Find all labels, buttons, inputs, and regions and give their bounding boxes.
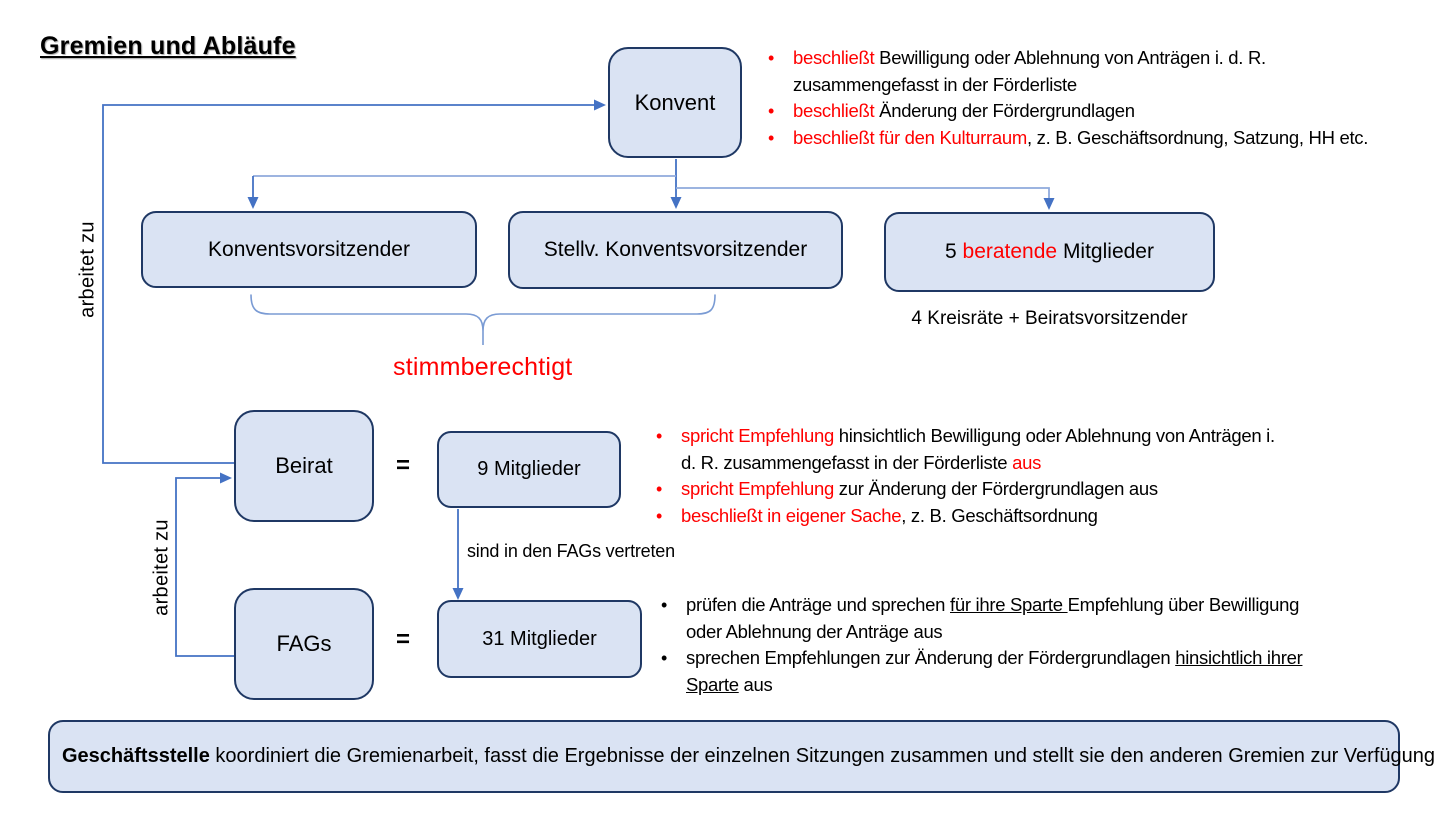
stellv-konventsvorsitzender-box: [508, 211, 843, 289]
fags-equals-sign: =: [396, 626, 411, 653]
bullet-line: • spricht Empfehlung hinsichtlich Bewilligung oder Ablehnung von Anträgen i.: [681, 425, 1275, 446]
bullet-line: Sparte aus: [686, 673, 773, 695]
konventsvorsitzender-box: [141, 211, 477, 288]
beirat-label: Beirat: [275, 453, 333, 478]
bullet-line: • beschließt in eigener Sache, z. B. Geschäftsordnung: [681, 504, 1098, 526]
arbeitet-zu-label-top: arbeitet zu: [76, 221, 99, 318]
fags-bullet-list: [655, 592, 1435, 698]
fags-to-beirat-connector: [176, 473, 234, 657]
konvent-bullet-1: [762, 45, 1442, 98]
bullet-line: • beschließt für den Kulturraum, z. B. Geschäftsordnung, Satzung, HH etc.: [793, 126, 1369, 148]
konvent-box: [608, 47, 742, 158]
beirat-bullet-3: [650, 503, 1410, 530]
beratende-caption: 4 Kreisräte + Beiratsvorsitzender: [911, 308, 1188, 329]
konvent-bullet-3: [762, 125, 1442, 152]
fags-bullet-2: [655, 645, 1435, 698]
arrowhead-into-beratende: [1044, 198, 1055, 210]
fags-box: [234, 588, 374, 700]
stimmberechtigt-brace: [251, 295, 715, 345]
bullet-line: • spricht Empfehlung zur Änderung der Fördergrundlagen aus: [681, 478, 1158, 499]
bullet-line: • sprechen Empfehlungen zur Änderung der Fördergrundlagen hinsichtlich ihrer: [686, 647, 1303, 668]
bullet-line: d. R. zusammengefasst in der Förderliste aus: [681, 451, 1042, 473]
beratende-mitglieder-box: [884, 212, 1215, 292]
arrowhead-into-beirat: [220, 473, 232, 484]
konvent-to-vorsitzender-connector: [248, 176, 677, 209]
arrowhead-into-konvent: [594, 100, 606, 111]
geschaeftsstelle-box: [48, 720, 1435, 793]
thirtyone-mitglieder-box: [437, 600, 642, 678]
bullet-line: zusammengefasst in der Förderliste: [793, 73, 1077, 95]
arrowhead-into-vorsitzender: [248, 197, 259, 209]
bullet-line: • beschließt Bewilligung oder Ablehnung von Anträgen i. d. R.: [793, 47, 1266, 68]
mitglieder-to-fags-connector: [453, 509, 464, 600]
thirtyone-mitglieder-label: 31 Mitglieder: [482, 627, 597, 650]
konvent-bullet-list: [762, 45, 1442, 151]
beirat-equals-sign: =: [396, 452, 411, 479]
arrowhead-into-stellv: [671, 197, 682, 209]
konventsvorsitzender-label: Konventsvorsitzender: [208, 237, 410, 261]
sind-vertreten-label: sind in den FAGs vertreten: [467, 541, 675, 561]
nine-mitglieder-label: 9 Mitglieder: [477, 458, 581, 480]
fags-bullet-1: [655, 592, 1435, 645]
arbeitet-zu-label-bottom: arbeitet zu: [150, 519, 173, 616]
stimmberechtigt-label: stimmberechtigt: [393, 353, 573, 381]
konvent-to-beratende-connector: [676, 188, 1055, 210]
konvent-to-stellv-connector: [671, 159, 682, 209]
geschaeftsstelle-text: Geschäftsstelle koordiniert die Gremienarbeit, fasst die Ergebnisse der einzelnen Sitzungen zusammen und stellt sie den anderen Gremien zur Verfügung: [62, 745, 1435, 767]
arrowhead-into-31-mitglieder: [453, 588, 464, 600]
beratende-mitglieder-label: 5 beratende Mitglieder: [945, 240, 1154, 263]
bullet-line: • beschließt Änderung der Fördergrundlagen: [793, 100, 1135, 121]
page-title: Gremien und Abläufe: [40, 32, 296, 60]
konvent-bullet-2: [762, 98, 1442, 125]
nine-mitglieder-box: [437, 431, 621, 508]
konvent-label: Konvent: [634, 89, 716, 115]
beirat-bullet-1: [650, 423, 1410, 476]
beirat-bullet-2: [650, 476, 1410, 503]
bullet-line: oder Ablehnung der Anträge aus: [686, 620, 943, 642]
beirat-bullet-list: [650, 423, 1410, 529]
fags-label: FAGs: [276, 631, 332, 656]
stellv-konventsvorsitzender-label: Stellv. Konventsvorsitzender: [543, 238, 808, 261]
beirat-box: [234, 410, 374, 522]
bullet-line: • prüfen die Anträge und sprechen für ihre Sparte Empfehlung über Bewilligung: [686, 594, 1300, 615]
